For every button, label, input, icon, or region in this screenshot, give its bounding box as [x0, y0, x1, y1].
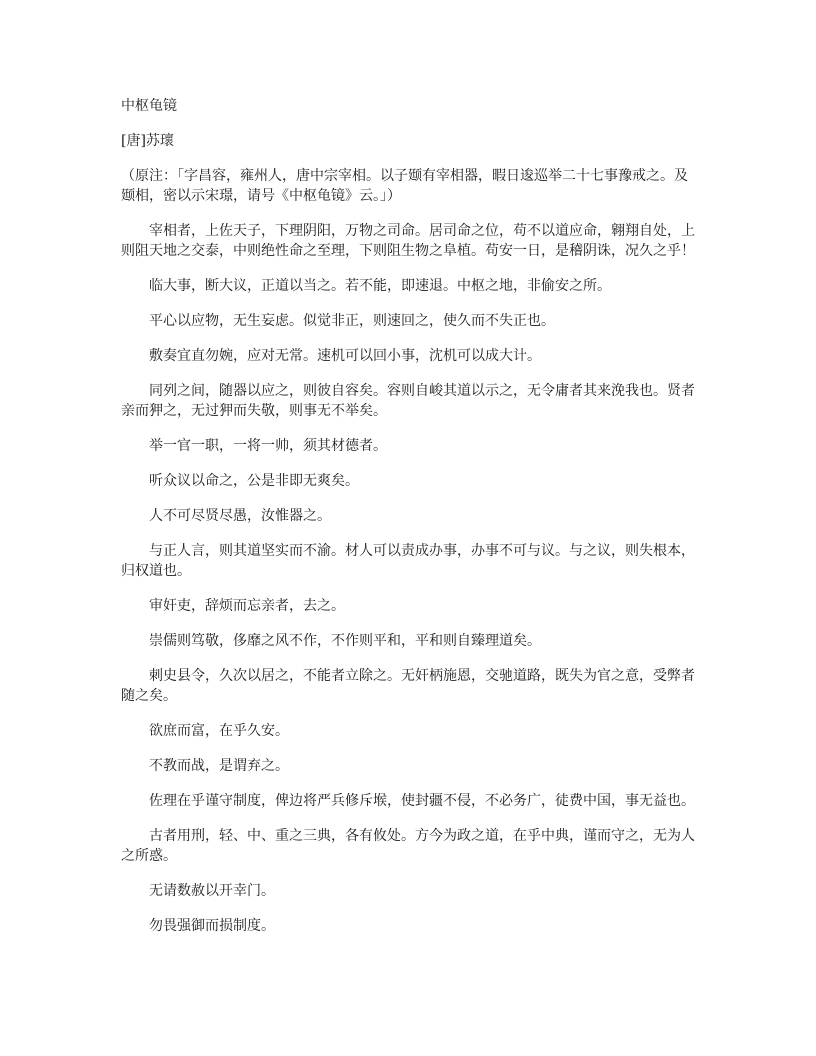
document-page: [121, 96, 697, 951]
paragraph: 审奸吏，辞烦而忘亲者，去之。: [149, 598, 345, 614]
paragraph: 无请数赦以开幸门。: [149, 883, 275, 899]
paragraph: 平心以应物，无生妄虑。似觉非正，则速回之，使久而不失正也。: [149, 313, 555, 329]
paragraph: 勿畏强御而损制度。: [149, 918, 275, 934]
paragraph: 古者用刑，轻、中、重之三典，各有攸处。方今为政之道，在乎中典，谨而守之，无为人之所惑。: [121, 828, 695, 864]
paragraph: 崇儒则笃敬，侈靡之风不作，不作则平和，平和则自臻理道矣。: [149, 633, 541, 649]
paragraph: 欲庶而富，在乎久安。: [149, 723, 289, 739]
paragraph: 佐理在乎谨守制度，俾边将严兵修斥堠，使封疆不侵，不必务广，徒费中国，事无益也。: [149, 793, 695, 809]
paragraph: 宰相者，上佐天子，下理阴阳，万物之司命。居司命之位，苟不以道应命，翱翔自处，上则阻天地之交泰，中则绝性命之至理，下则阻生物之阜植。苟安一日，是稽阴诛，况久之乎！: [121, 223, 695, 259]
document-author: [唐]苏瓌: [121, 133, 174, 149]
paragraph: 不教而战，是谓弃之。: [149, 758, 289, 774]
paragraph: 敷奏宜直勿婉，应对无常。速机可以回小事，沈机可以成大计。: [149, 348, 541, 364]
paragraph: 同列之间，随器以应之，则彼自容矣。容则自峻其道以示之，无令庸者其来浼我也。贤者亲而狎之，无过狎而失敬，则事无不举矣。: [121, 383, 695, 419]
paragraph: 与正人言，则其道坚实而不渝。材人可以责成办事，办事不可与议。与之议，则失根本，归权道也。: [121, 543, 695, 579]
paragraph: 人不可尽贤尽愚，汝惟器之。: [149, 508, 331, 524]
paragraph: 刺史县令，久次以居之，不能者立除之。无奸柄施恩，交驰道路，既失为官之意，受弊者随之矣。: [121, 668, 695, 704]
paragraph: 临大事，断大议，正道以当之。若不能，即速退。中枢之地，非偷安之所。: [149, 278, 611, 294]
paragraph: 举一官一职，一将一帅，须其材德者。: [149, 438, 387, 454]
document-title: 中枢龟镜: [121, 98, 177, 114]
paragraph: 听众议以命之，公是非即无爽矣。: [149, 473, 359, 489]
original-note: （原注：「字昌容，雍州人，唐中宗宰相。以子颋有宰相器，暇日逡巡举二十七事豫戒之。及颋相，密以示宋璟，请号《中枢龟镜》云。」）: [121, 168, 688, 204]
